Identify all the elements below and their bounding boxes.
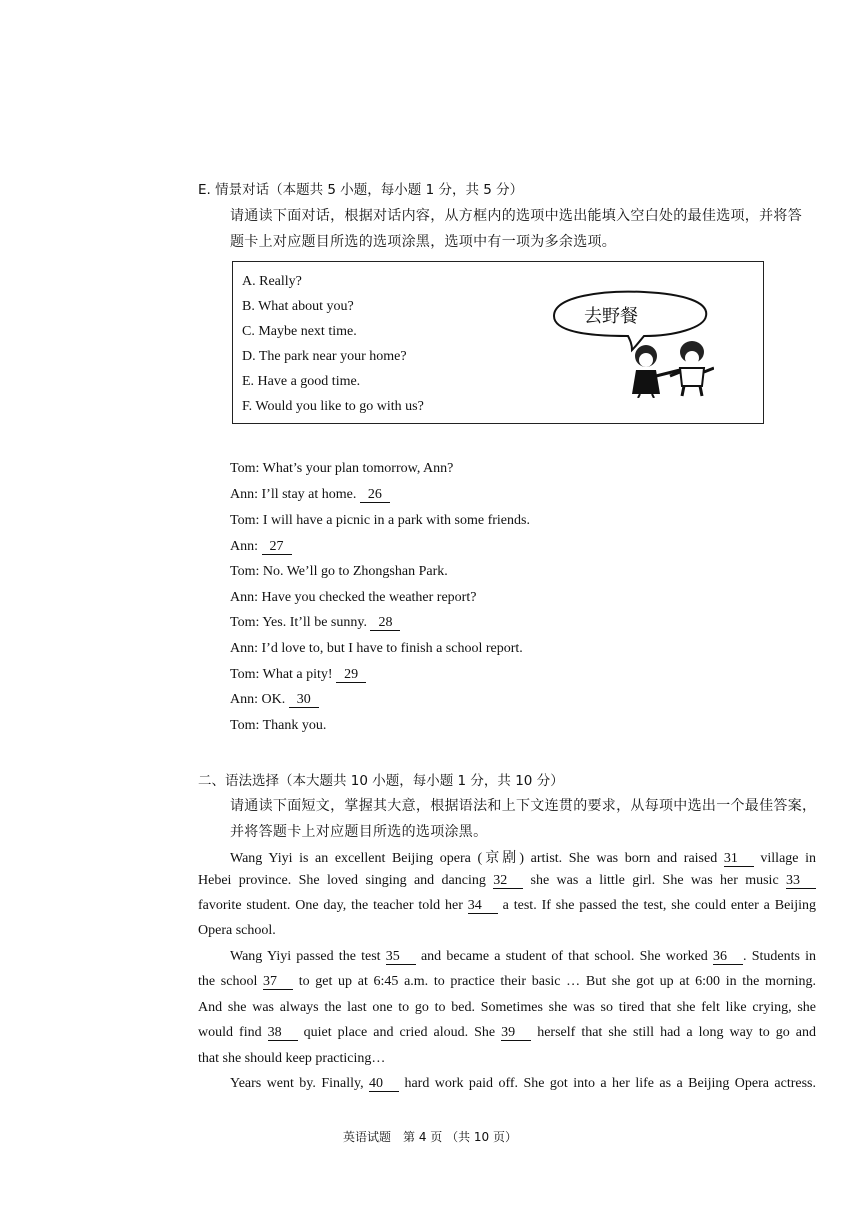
dialogue-line-5: Tom: No. We’ll go to Zhongshan Park. xyxy=(230,564,448,579)
blank-37[interactable]: 37 xyxy=(263,975,293,990)
picnic-cartoon-illustration xyxy=(544,286,714,398)
dialogue-line-3: Tom: I will have a picnic in a park with some friends. xyxy=(230,513,530,528)
passage-line-1: Wang Yiyi is an excellent Beijing opera (京剧) artist. She was born and raised 31 village in xyxy=(230,851,816,866)
passage-line-2: Hebei province. She loved singing and dancing 32 she was a little girl. She was her music 33 xyxy=(198,873,816,889)
passage-line-4: Opera school. xyxy=(198,923,276,938)
option-c: C. Maybe next time. xyxy=(242,324,357,339)
blank-39[interactable]: 39 xyxy=(501,1026,531,1041)
dialogue-line-7: Tom: Yes. It’ll be sunny. 28 xyxy=(230,615,400,631)
dialogue-line-6: Ann: Have you checked the weather report? xyxy=(230,590,477,605)
dialogue-line-2: Ann: I’ll stay at home. 26 xyxy=(230,487,390,503)
passage-line-5: Wang Yiyi passed the test 35 and became a student of that school. She worked 36 . Students in xyxy=(230,949,817,964)
section-2-instruction-2: 并将答题卡上对应题目所选的选项涂黑。 xyxy=(230,824,488,840)
blank-33[interactable]: 33 xyxy=(786,874,816,889)
dialogue-line-4: Ann: 27 xyxy=(230,539,292,555)
passage-line-7: And she was always the last one to go to bed. Sometimes she was so tired that she felt like crying, she xyxy=(198,1000,816,1015)
cartoon-bubble-text: 去野餐 xyxy=(584,306,638,327)
blank-40[interactable]: 40 xyxy=(369,1077,399,1092)
blank-31[interactable]: 31 xyxy=(724,852,754,867)
passage-line-3: favorite student. One day, the teacher told her 34 a test. If she passed the test, she could enter a Beijing xyxy=(198,898,816,913)
section-e-instruction-1: 请通读下面对话，根据对话内容，从方框内的选项中选出能填入空白处的最佳选项，并将答 xyxy=(230,208,802,224)
option-b: B. What about you? xyxy=(242,299,354,314)
option-e: E. Have a good time. xyxy=(242,374,361,389)
passage-line-6: the school 37 to get up at 6:45 a.m. to practice their basic … But she got up at 6:00 in the morning. xyxy=(198,974,816,989)
section-2-instruction-1: 请通读下面短文，掌握其大意，根据语法和上下文连贯的要求，从每项中选出一个最佳答案， xyxy=(230,798,817,814)
dialogue-line-10: Ann: OK. 30 xyxy=(230,692,319,708)
blank-26[interactable]: 26 xyxy=(360,488,390,503)
dialogue-line-9: Tom: What a pity! 29 xyxy=(230,667,366,683)
passage-line-8: would find 38 quiet place and cried aloud. She 39 herself that she still had a long way to go and xyxy=(198,1025,817,1040)
dialogue-line-8: Ann: I’d love to, but I have to finish a school report. xyxy=(230,641,523,656)
blank-35[interactable]: 35 xyxy=(386,950,416,965)
blank-28[interactable]: 28 xyxy=(370,616,400,631)
dialogue-line-11: Tom: Thank you. xyxy=(230,718,327,733)
section-2-title: 二、语法选择（本大题共 10 小题，每小题 1 分，共 10 分） xyxy=(198,773,564,789)
section-e-instruction-2: 题卡上对应题目所选的选项涂黑，选项中有一项为多余选项。 xyxy=(230,234,617,250)
option-a: A. Really? xyxy=(242,274,302,289)
passage-line-9: that she should keep practicing… xyxy=(198,1051,386,1066)
boy-figure xyxy=(670,341,714,396)
blank-34[interactable]: 34 xyxy=(468,899,498,914)
option-f: F. Would you like to go with us? xyxy=(242,399,424,414)
section-e-title: E. 情景对话（本题共 5 小题，每小题 1 分，共 5 分） xyxy=(198,182,524,198)
girl-figure xyxy=(632,345,680,398)
blank-38[interactable]: 38 xyxy=(268,1026,298,1041)
blank-27[interactable]: 27 xyxy=(262,540,292,555)
blank-29[interactable]: 29 xyxy=(336,668,366,683)
dialogue-line-1: Tom: What’s your plan tomorrow, Ann? xyxy=(230,461,454,476)
option-d: D. The park near your home? xyxy=(242,349,407,364)
blank-32[interactable]: 32 xyxy=(493,874,523,889)
blank-30[interactable]: 30 xyxy=(289,693,319,708)
passage-line-10: Years went by. Finally, 40 hard work paid off. She got into a her life as a Beijing Opera actress. xyxy=(230,1076,817,1091)
page-footer: 英语试题 第 4 页 （共 10 页） xyxy=(343,1130,517,1144)
blank-36[interactable]: 36 xyxy=(713,950,743,965)
